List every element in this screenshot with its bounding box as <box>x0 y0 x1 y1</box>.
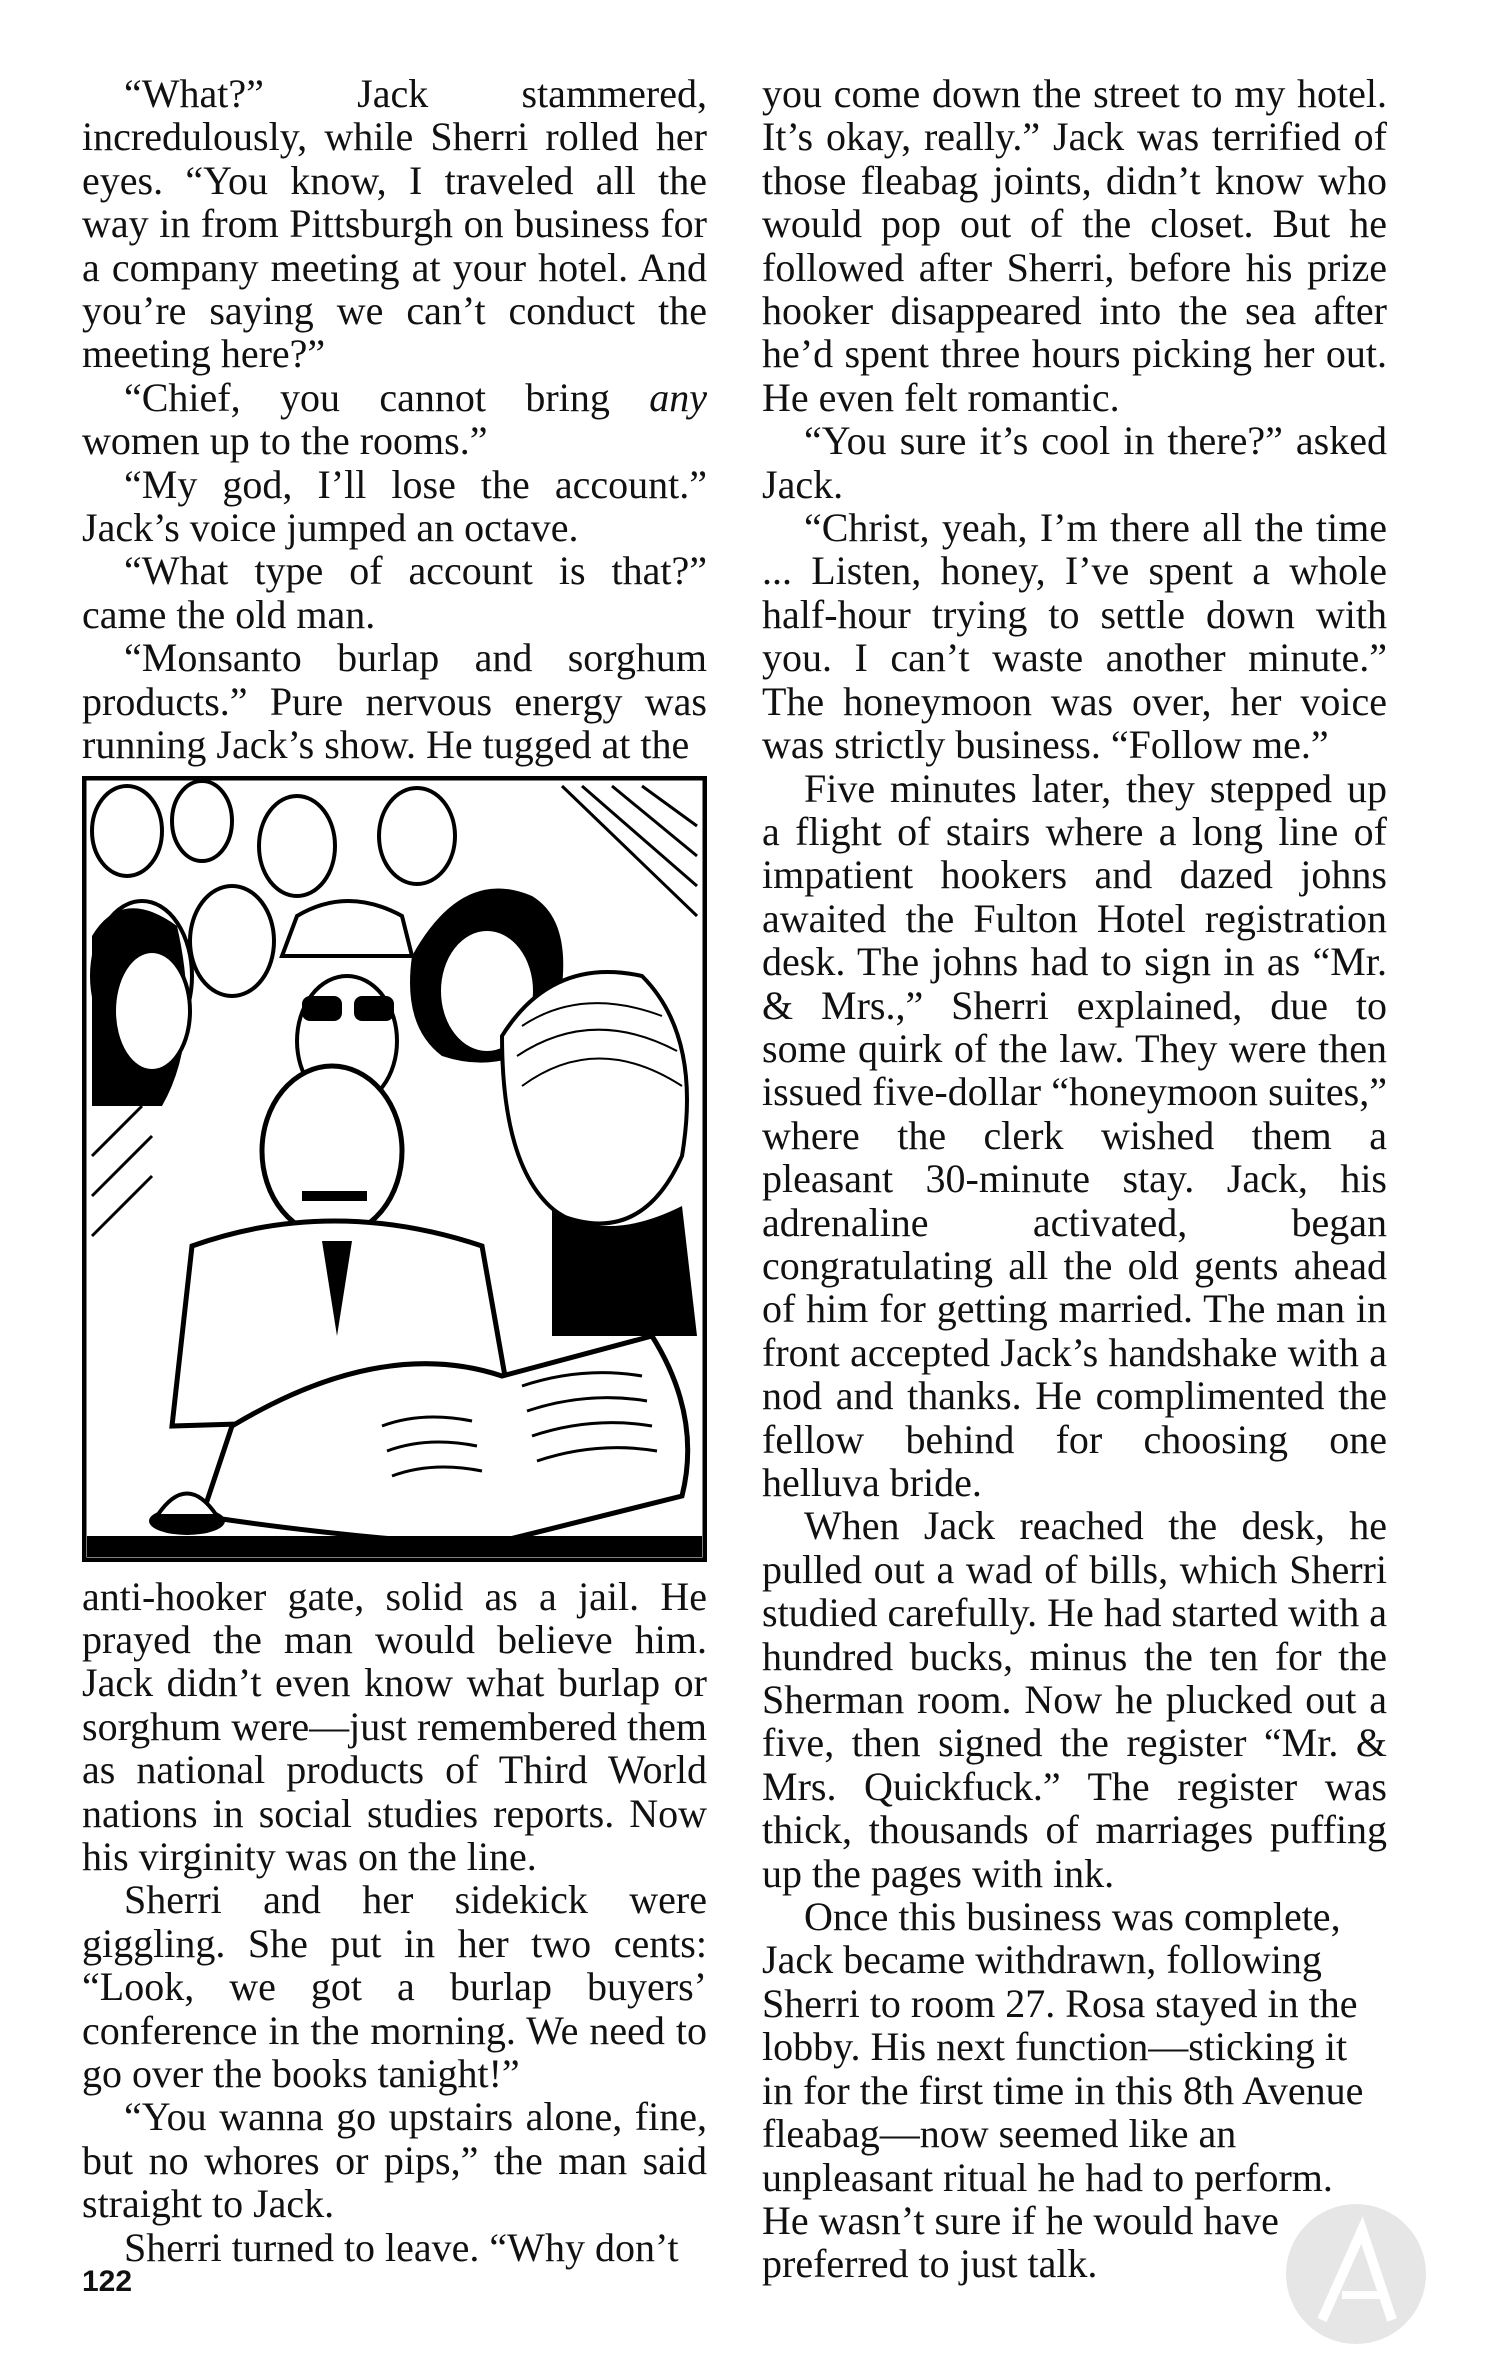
paragraph: Five minutes later, they stepped up a flight of stairs where a long line of impatient hookers and dazed johns awaited the Fulton Hotel registration desk. The johns had to sign in as “Mr. & Mrs.,” Sherri explained, due to some quirk of the law. They were then issued five-dollar “honeymoon suites,” where the clerk wished them a pleasant 30-minute stay. Jack, his adrenaline activated, began congratulating all the old gents ahead of him for getting married. The man in front accepted Jack’s handshake with a nod and thanks. He complimented the fellow behind for choosing one helluva bride. <box>762 765 1387 1505</box>
paragraph: Sherri and her sidekick were giggling. She put in her two cents: “Look, we got a burlap buyers’ conference in the morning. We need to go over the books tanight!” <box>82 1877 707 2096</box>
emphasis-any: any <box>649 374 707 420</box>
paragraph: “You sure it’s cool in there?” asked Jack. <box>762 418 1387 507</box>
left-column <box>82 72 707 2269</box>
paragraph: “Christ, yeah, I’m there all the time ... Listen, honey, I’ve spent a whole half-hour trying to settle down with you. I can’t waste another minute.” The honeymoon was over, her voice was strictly business. “Follow me.” <box>762 505 1387 768</box>
text-span: “Chief, you cannot bring <box>124 374 650 420</box>
paragraph: Once this business was complete, Jack became withdrawn, following Sherri to room 27. Rosa stayed in the lobby. His next function—sticking it in for the first time in this 8th Avenue fleabag—now seemed like an unpleasant ritual he had to perform. He wasn’t sure if he would have preferred to just talk. <box>762 1894 1364 2287</box>
paragraph: When Jack reached the desk, he pulled out a wad of bills, which Sherri studied carefully. He had started with a hundred bucks, minus the ten for the Sherman room. Now he plucked out a five, then signed the register “Mr. & Mrs. Quickfuck.” The register was thick, thousands of marriages puffing up the pages with ink. <box>762 1503 1387 1896</box>
paragraph: Sherri turned to leave. “Why don’t <box>124 2224 679 2270</box>
paragraph: “What type of account is that?” came the old man. <box>82 548 707 637</box>
publisher-logo-watermark-icon <box>1282 2200 1430 2348</box>
paragraph: anti-hooker gate, solid as a jail. He prayed the man would believe him. Jack didn’t even know what burlap or sorghum were—just remembered them as national products of Third World nations in social studies reports. Now his virginity was on the line. <box>82 1573 707 1879</box>
right-column <box>762 72 1387 2286</box>
text-span: women up to the rooms.” <box>82 418 488 464</box>
paragraph: “Monsanto burlap and sorghum products.” Pure nervous energy was running Jack’s show. He tugged at the <box>82 635 707 768</box>
paragraph: “What?” Jack stammered, incredulously, while Sherri rolled her eyes. “You know, I traveled all the way in from Pittsburgh on business for a company meeting at your hotel. And you’re saying we can’t conduct the meeting here?” <box>82 71 707 377</box>
paragraph-chief <box>82 376 707 463</box>
hotel-desk-illustration <box>82 776 707 1562</box>
paragraph: “My god, I’ll lose the account.” Jack’s voice jumped an octave. <box>82 461 707 551</box>
page-number: 122 <box>82 2265 133 2298</box>
paragraph: “You wanna go upstairs alone, fine, but no whores or pips,” the man said straight to Jack. <box>82 2094 707 2227</box>
paragraph: you come down the street to my hotel. It’s okay, really.” Jack was terrified of those fleabag joints, didn’t know who would pop out of the closet. But he followed after Sherri, before his prize hooker disappeared into the sea after he’d spent three hours picking her out. He even felt romantic. <box>762 71 1387 420</box>
